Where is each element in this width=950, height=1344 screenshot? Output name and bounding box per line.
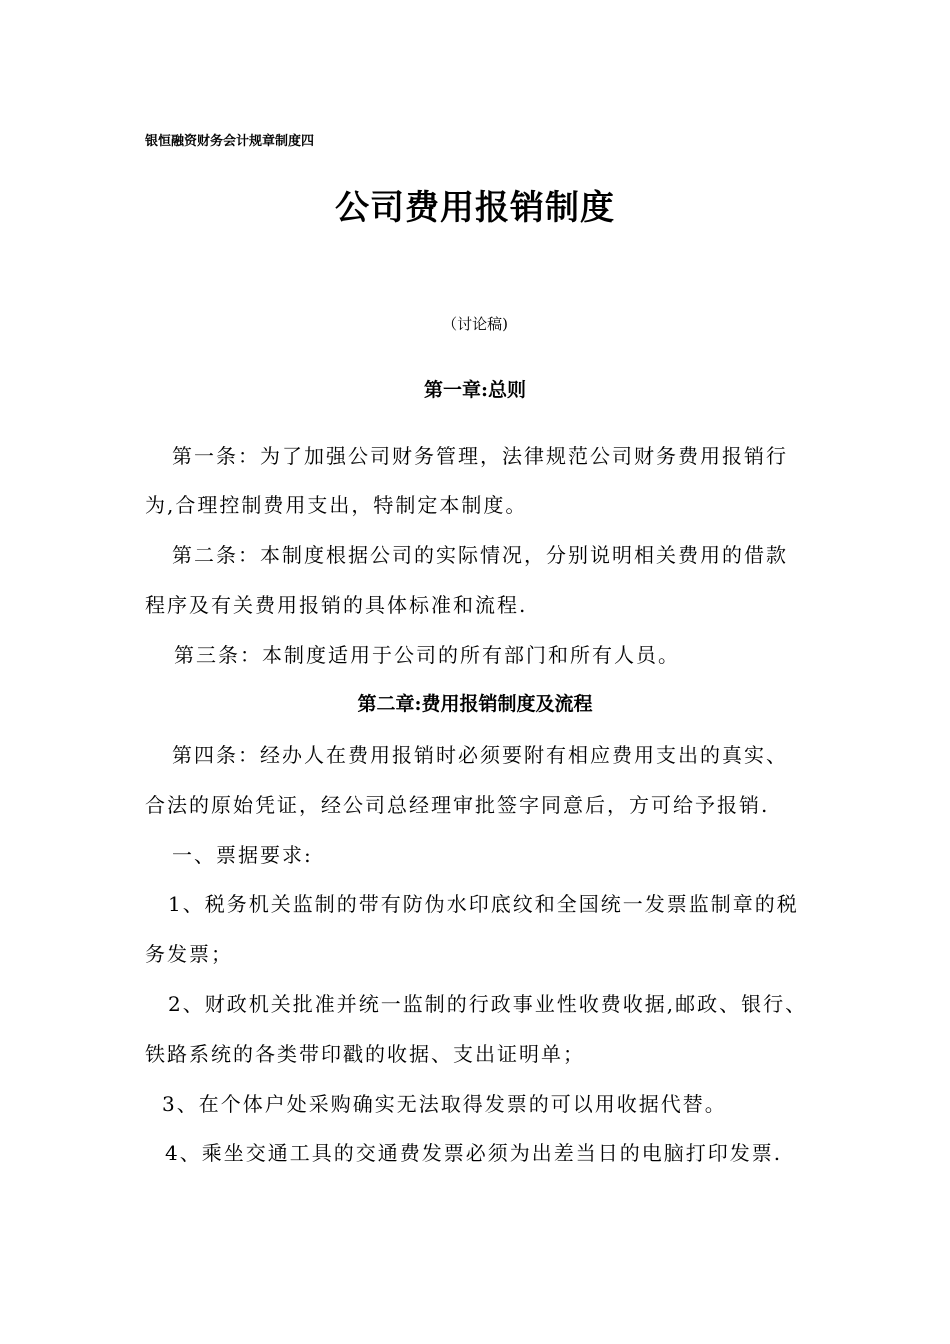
item-1-line-2: 务发票； [145, 942, 233, 966]
document-subtitle: （讨论稿) [442, 315, 508, 333]
section-heading: 一、票据要求: [172, 843, 313, 867]
article-1-line-1: 第一条：为了加强公司财务管理，法律规范公司财务费用报销行 [172, 444, 788, 468]
item-1-line-1: 1、税务机关监制的带有防伪水印底纹和全国统一发票监制章的税 [168, 892, 799, 916]
chapter-heading-2: 第二章:费用报销制度及流程 [357, 693, 593, 715]
header-note: 银恒融资财务会计规章制度四 [145, 134, 315, 149]
item-2-line-1: 2、财政机关批准并统一监制的行政事业性收费收据,邮政、银行、 [168, 992, 808, 1016]
article-2-line-2: 程序及有关费用报销的具体标准和流程. [145, 593, 528, 617]
article-1-line-2: 为,合理控制费用支出，特制定本制度。 [145, 493, 528, 517]
chapter-heading-1: 第一章:总则 [423, 379, 526, 401]
article-4-line-2: 合法的原始凭证，经公司总经理审批签字同意后，方可给予报销. [145, 793, 770, 817]
item-2-line-2: 铁路系统的各类带印戳的收据、支出证明单； [145, 1042, 585, 1066]
item-4-line-1: 4、乘坐交通工具的交通费发票必须为出差当日的电脑打印发票. [165, 1141, 783, 1165]
document-title: 公司费用报销制度 [335, 188, 615, 228]
item-3-line-1: 3、在个体户处采购确实无法取得发票的可以用收据代替。 [162, 1092, 727, 1116]
article-2-line-1: 第二条：本制度根据公司的实际情况，分别说明相关费用的借款 [172, 543, 788, 567]
article-3-line-1: 第三条：本制度适用于公司的所有部门和所有人员。 [174, 643, 680, 667]
article-4-line-1: 第四条：经办人在费用报销时必须要附有相应费用支出的真实、 [172, 743, 788, 767]
